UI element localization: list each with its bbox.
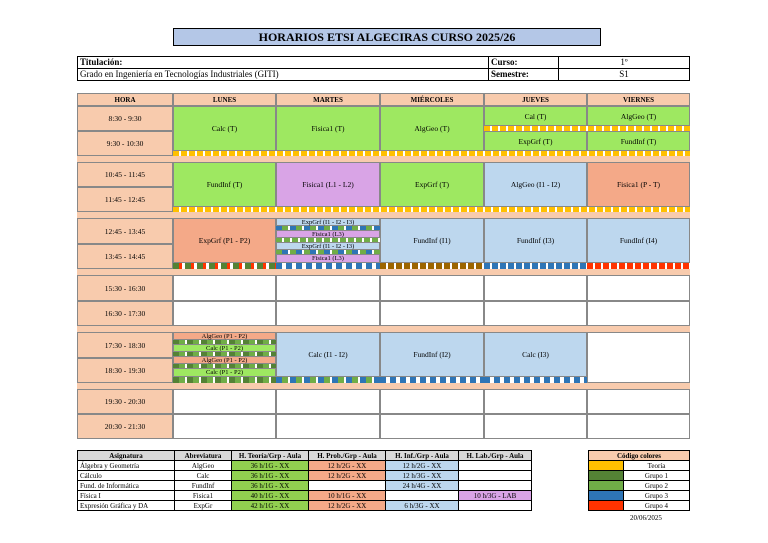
class-cell[interactable]: FundInf (I2)	[380, 332, 484, 377]
subject-name: Fund. de Informática	[78, 481, 175, 491]
subject-abbr: Fisica1	[175, 491, 232, 501]
hours-theory: 40 h/1G - XX	[232, 491, 309, 501]
hours-informatics	[386, 491, 459, 501]
curso-label: Curso:	[489, 57, 559, 69]
time-slot: 19:30 - 20:30	[77, 389, 173, 414]
hours-lab	[459, 501, 532, 511]
class-cell[interactable]: Calc (T)	[173, 106, 276, 151]
color-swatch	[589, 501, 624, 511]
color-swatch	[589, 461, 624, 471]
class-cell[interactable]: Calc (I3)	[484, 332, 587, 377]
time-slot: 20:30 - 21:30	[77, 414, 173, 439]
color-label: Grupo 3	[624, 491, 690, 501]
empty-cell[interactable]	[380, 414, 484, 439]
empty-cell[interactable]	[587, 332, 690, 383]
empty-cell[interactable]	[484, 275, 587, 301]
subject-name: Física I	[78, 491, 175, 501]
color-swatch	[589, 471, 624, 481]
empty-cell[interactable]	[276, 275, 380, 301]
empty-cell[interactable]	[380, 389, 484, 414]
empty-cell[interactable]	[276, 414, 380, 439]
class-cell[interactable]: FundInf (I4)	[587, 218, 690, 263]
header-hora: HORA	[77, 93, 173, 106]
hours-theory: 36 h/1G - XX	[232, 471, 309, 481]
empty-cell[interactable]	[484, 301, 587, 326]
empty-cell[interactable]	[173, 275, 276, 301]
time-slot: 8:30 - 9:30	[77, 106, 173, 131]
subject-legend	[77, 450, 532, 511]
page-title: HORARIOS ETSI ALGECIRAS CURSO 2025/26	[173, 28, 601, 46]
class-cell[interactable]: AlgGeo (I1 - I2)	[484, 162, 587, 207]
time-slot: 18:30 - 19:30	[77, 358, 173, 383]
header-miercoles: MIÉRCOLES	[380, 93, 484, 106]
class-cell[interactable]: ExpGrf (I1 - I2 - I3)	[276, 218, 380, 226]
hours-problems: 12 h/2G - XX	[309, 461, 386, 471]
empty-cell[interactable]	[587, 301, 690, 326]
subject-name: Álgebra y Geometría	[78, 461, 175, 471]
subject-name: Expresión Gráfica y DA	[78, 501, 175, 511]
hours-informatics: 12 h/2G - XX	[386, 461, 459, 471]
class-cell[interactable]: AlgGeo (T)	[587, 106, 690, 126]
class-cell[interactable]: FundInf (T)	[587, 131, 690, 151]
class-cell[interactable]: Calc (P1 - P2)	[173, 344, 276, 352]
hours-theory: 36 h/1G - XX	[232, 481, 309, 491]
legend-header: H. Lab./Grp - Aula	[459, 451, 532, 461]
semestre-value: S1	[559, 69, 690, 81]
class-cell[interactable]: Calc (I1 - I2)	[276, 332, 380, 377]
time-slot: 10:45 - 11:45	[77, 162, 173, 187]
empty-cell[interactable]	[380, 301, 484, 326]
empty-cell[interactable]	[173, 389, 276, 414]
legend-header: H. Inf./Grp - Aula	[386, 451, 459, 461]
time-slot: 9:30 - 10:30	[77, 131, 173, 156]
empty-cell[interactable]	[276, 301, 380, 326]
empty-cell[interactable]	[484, 389, 587, 414]
titulacion-label: Titulación:	[78, 57, 489, 69]
class-cell[interactable]: Fisica1 (L3)	[276, 230, 380, 238]
time-slot: 12:45 - 13:45	[77, 218, 173, 244]
legend-header: H. Teoría/Grp - Aula	[232, 451, 309, 461]
empty-cell[interactable]	[484, 414, 587, 439]
hours-theory: 36 h/1G - XX	[232, 461, 309, 471]
curso-value: 1º	[559, 57, 690, 69]
date-label: 20/06/2025	[630, 514, 662, 522]
hours-problems: 10 h/1G - XX	[309, 491, 386, 501]
empty-cell[interactable]	[587, 275, 690, 301]
class-cell[interactable]: Fisica1 (L1 - L2)	[276, 162, 380, 207]
header-viernes: VIERNES	[587, 93, 690, 106]
class-cell[interactable]: AlgGeo (T)	[380, 106, 484, 151]
hours-lab	[459, 481, 532, 491]
class-cell[interactable]: ExpGrf (I1 - I2 - I3)	[276, 242, 380, 250]
legend-header: Abreviatura	[175, 451, 232, 461]
subject-name: Cálculo	[78, 471, 175, 481]
hours-lab: 10 h/3G - LAB	[459, 491, 532, 501]
empty-cell[interactable]	[173, 414, 276, 439]
color-legend	[588, 450, 690, 511]
color-label: Grupo 2	[624, 481, 690, 491]
class-cell[interactable]: FundInf (T)	[173, 162, 276, 207]
color-legend-title: Código colores	[589, 451, 690, 461]
color-label: Grupo 1	[624, 471, 690, 481]
class-cell[interactable]: ExpGrf (T)	[484, 131, 587, 151]
info-table	[77, 56, 690, 81]
header-jueves: JUEVES	[484, 93, 587, 106]
class-cell[interactable]: Calc (P1 - P2)	[173, 368, 276, 377]
class-cell[interactable]: FundInf (I1)	[380, 218, 484, 263]
hours-problems: 12 h/2G - XX	[309, 471, 386, 481]
legend-header: H. Prob./Grp - Aula	[309, 451, 386, 461]
subject-abbr: AlgGeo	[175, 461, 232, 471]
semestre-label: Semestre:	[489, 69, 559, 81]
class-cell[interactable]: ExpGrf (T)	[380, 162, 484, 207]
empty-cell[interactable]	[587, 389, 690, 414]
color-label: Grupo 4	[624, 501, 690, 511]
time-slot: 16:30 - 17:30	[77, 301, 173, 326]
hours-informatics: 24 h/4G - XX	[386, 481, 459, 491]
class-cell[interactable]: Fisica1 (T)	[276, 106, 380, 151]
week-strip	[484, 126, 690, 131]
time-slot: 13:45 - 14:45	[77, 244, 173, 269]
schedule-grid	[77, 93, 690, 438]
titulacion-value: Grado en Ingeniería en Tecnologías Industriales (GITI)	[78, 69, 489, 81]
empty-cell[interactable]	[587, 414, 690, 439]
hours-problems: 12 h/2G - XX	[309, 501, 386, 511]
hours-lab	[459, 471, 532, 481]
class-cell[interactable]: Fisica1 (P - T)	[587, 162, 690, 207]
header-lunes: LUNES	[173, 93, 276, 106]
hours-informatics: 6 h/3G - XX	[386, 501, 459, 511]
time-slot: 11:45 - 12:45	[77, 187, 173, 212]
color-swatch	[589, 491, 624, 501]
class-cell[interactable]: Fisica1 (L3)	[276, 254, 380, 263]
hours-theory: 42 h/1G - XX	[232, 501, 309, 511]
time-slot: 15:30 - 16:30	[77, 275, 173, 301]
hours-problems	[309, 481, 386, 491]
empty-cell[interactable]	[276, 389, 380, 414]
class-cell[interactable]: Cal (T)	[484, 106, 587, 126]
class-cell[interactable]: ExpGrf (P1 - P2)	[173, 218, 276, 263]
time-slot: 17:30 - 18:30	[77, 332, 173, 358]
subject-abbr: FundInf	[175, 481, 232, 491]
subject-abbr: ExpGr	[175, 501, 232, 511]
class-cell[interactable]: AlgGeo (P1 - P2)	[173, 332, 276, 340]
empty-cell[interactable]	[173, 301, 276, 326]
class-cell[interactable]: FundInf (I3)	[484, 218, 587, 263]
header-martes: MARTES	[276, 93, 380, 106]
empty-cell[interactable]	[380, 275, 484, 301]
class-cell[interactable]: AlgGeo (P1 - P2)	[173, 356, 276, 364]
legend-header: Asignatura	[78, 451, 175, 461]
color-swatch	[589, 481, 624, 491]
color-label: Teoría	[624, 461, 690, 471]
hours-lab	[459, 461, 532, 471]
subject-abbr: Calc	[175, 471, 232, 481]
hours-informatics: 12 h/3G - XX	[386, 471, 459, 481]
